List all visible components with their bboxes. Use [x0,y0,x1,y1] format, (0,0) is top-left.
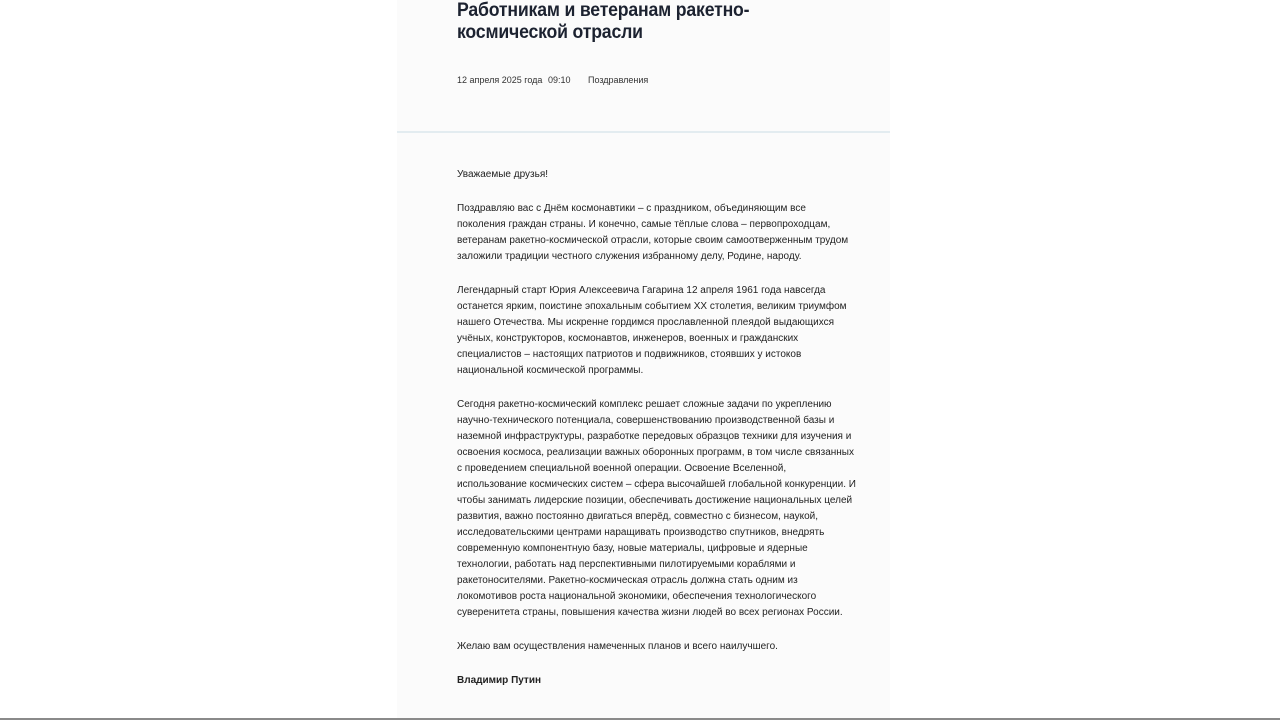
article-body [457,167,857,689]
article-header [457,0,877,44]
article-time[interactable]: 09:10 [548,75,571,85]
article-title: Работникам и ветеранам ракетно-космической отрасли [457,0,750,43]
greeting: Уважаемые друзья! [457,169,549,180]
paragraph-2: Легендарный старт Юрия Алексеевича Гагарина 12 апреля 1961 года навсегда останется ярким, поистине эпохальным событием XX столетия, великим триумфом нашего Отечества. Мы искренне гордимся прославленной плеядой выдающихся учёных, конструкторов, космонавтов, инженеров, военных и гражданских специалистов – настоящих патриотов и подвижников, стоявших у истоков национальной космической программы. [457,285,847,376]
paragraph-3: Сегодня ракетно-космический комплекс решает сложные задачи по укреплению научно-технического потенциала, совершенствованию производственной базы и наземной инфраструктуры, разработке передовых образцов техники для изучения и освоения космоса, реализации важных оборонных программ, в том числе связанных с проведением специальной военной операции. Освоение Вселенной, использование космических систем – сфера высочайшей глобальной конкуренции. И чтобы занимать лидерские позиции, обеспечивать достижение национальных целей развития, важно постоянно двигаться вперёд, совместно с бизнесом, наукой, исследовательскими центрами наращивать производство спутников, внедрять современную компонентную базу, новые материалы, цифровые и ядерные технологии, работать над перспективными пилотируемыми кораблями и ракетоносителями. Ракетно-космическая отрасль должна стать одним из локомотивов роста национальной экономики, обеспечения технологического суверенитета страны, повышения качества жизни людей во всех регионах России. [457,399,856,618]
article-container [397,0,890,718]
signature: Владимир Путин [457,675,542,686]
article-date: 12 апреля 2025 года [457,75,543,85]
article-meta [457,75,648,86]
paragraph-4: Желаю вам осуществления намеченных планов и всего наилучшего. [457,641,778,652]
header-divider [397,131,890,133]
paragraph-1: Поздравляю вас с Днём космонавтики – с праздником, объединяющим все поколения граждан страны. И конечно, самые тёплые слова – первопроходцам, ветеранам ракетно-космической отрасли, которые своим самоотверженным трудом заложили традиции честного служения избранному делу, Родине, народу. [457,203,849,262]
article-category-link[interactable]: Поздравления [588,75,649,85]
